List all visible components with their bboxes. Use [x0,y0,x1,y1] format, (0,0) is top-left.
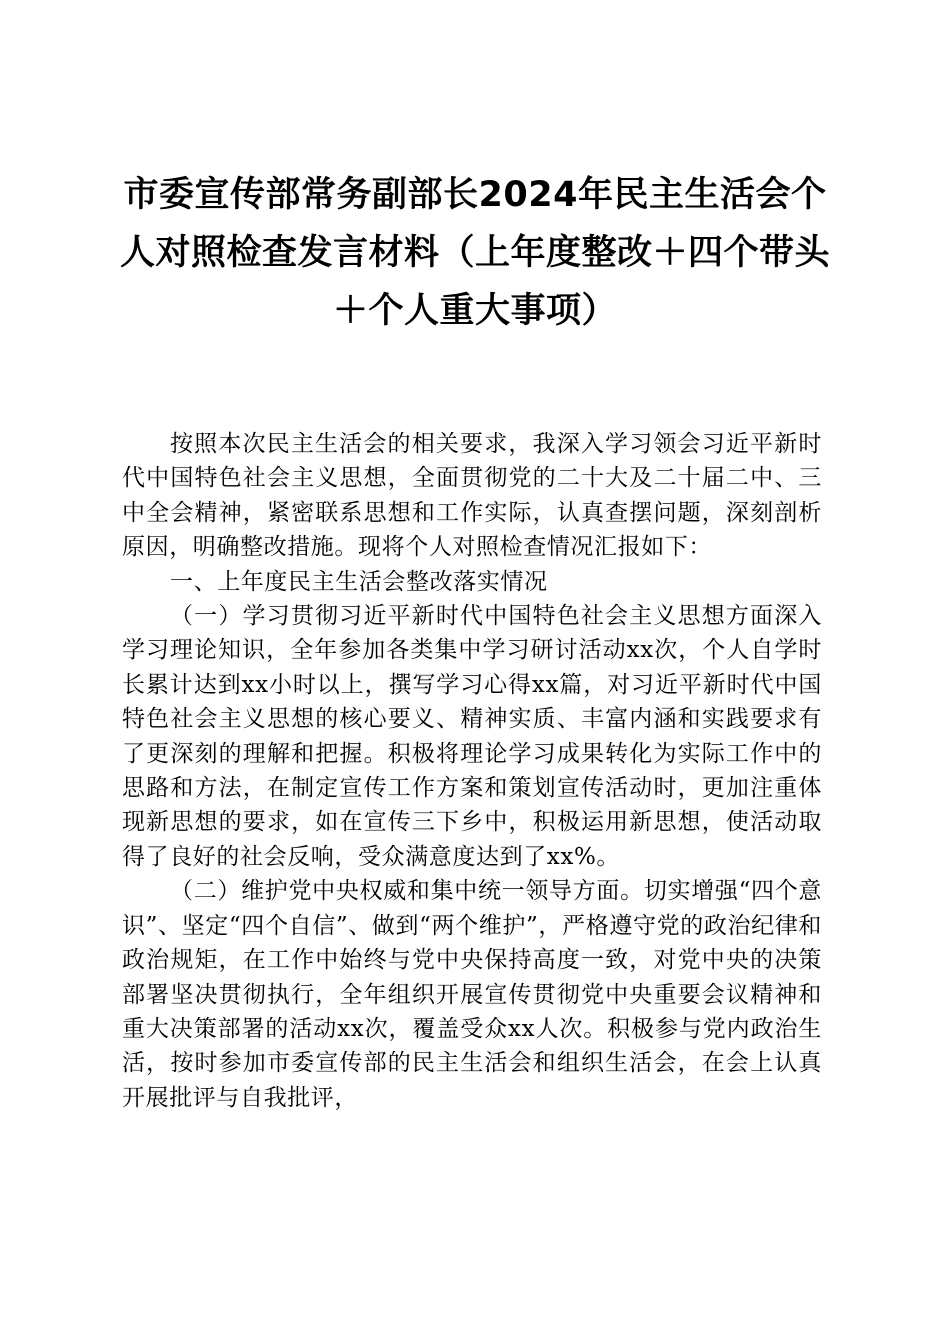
title-line-2: 人对照检查发言材料（上年度整改＋四个带头 [119,233,830,273]
subsection-2-paragraph [122,874,822,1115]
subsection-1-paragraph [122,599,822,874]
subsection-1-heading: （一）学习贯彻习近平新时代中国特色社会主义思想方面 [170,603,775,630]
document-body [122,427,822,1115]
title-line-3: ＋个人重大事项） [332,291,617,331]
section-1-heading: 一、上年度民主生活会整改落实情况 [170,568,548,595]
subsection-2-heading: （二）维护党中央权威和集中统一领导方面。 [170,878,644,905]
intro-paragraph: 按照本次民主生活会的相关要求，我深入学习领会习近平新时代中国特色社会主义思想，全面贯彻党的二十大及二十届二中、三中全会精神，紧密联系思想和工作实际，认真查摆问题，深刻剖析原因，明确整改措施。现将个人对照检查情况汇报如下： [122,431,822,561]
document-title [112,166,838,340]
subsection-2-text: 切实增强“四个意识”、坚定“四个自信”、做到“两个维护”，严格遵守党的政治纪律和政治规矩，在工作中始终与党中央保持高度一致，对党中央的决策部署坚决贯彻执行，全年组织开展宣传贯彻党中央重要会议精神和重大决策部署的活动xx次，覆盖受众xx人次。积极参与党内政治生活，按时参加市委宣传部的民主生活会和组织生活会，在会上认真开展批评与自我批评， [122,878,823,1111]
title-line-1: 市委宣传部常务副部长2024年民主生活会个 [123,175,827,215]
subsection-1-text: 深入学习理论知识，全年参加各类集中学习研讨活动xx次，个人自学时长累计达到xx小时以上，撰写学习心得xx篇，对习近平新时代中国特色社会主义思想的核心要义、精神实质、丰富内涵和实践要求有了更深刻的理解和把握。积极将理论学习成果转化为实际工作中的思路和方法，在制定宣传工作方案和策划宣传活动时，更加注重体现新思想的要求，如在宣传三下乡中，积极运用新思想，使活动取得了良好的社会反响，受众满意度达到了xx%。 [122,603,823,870]
